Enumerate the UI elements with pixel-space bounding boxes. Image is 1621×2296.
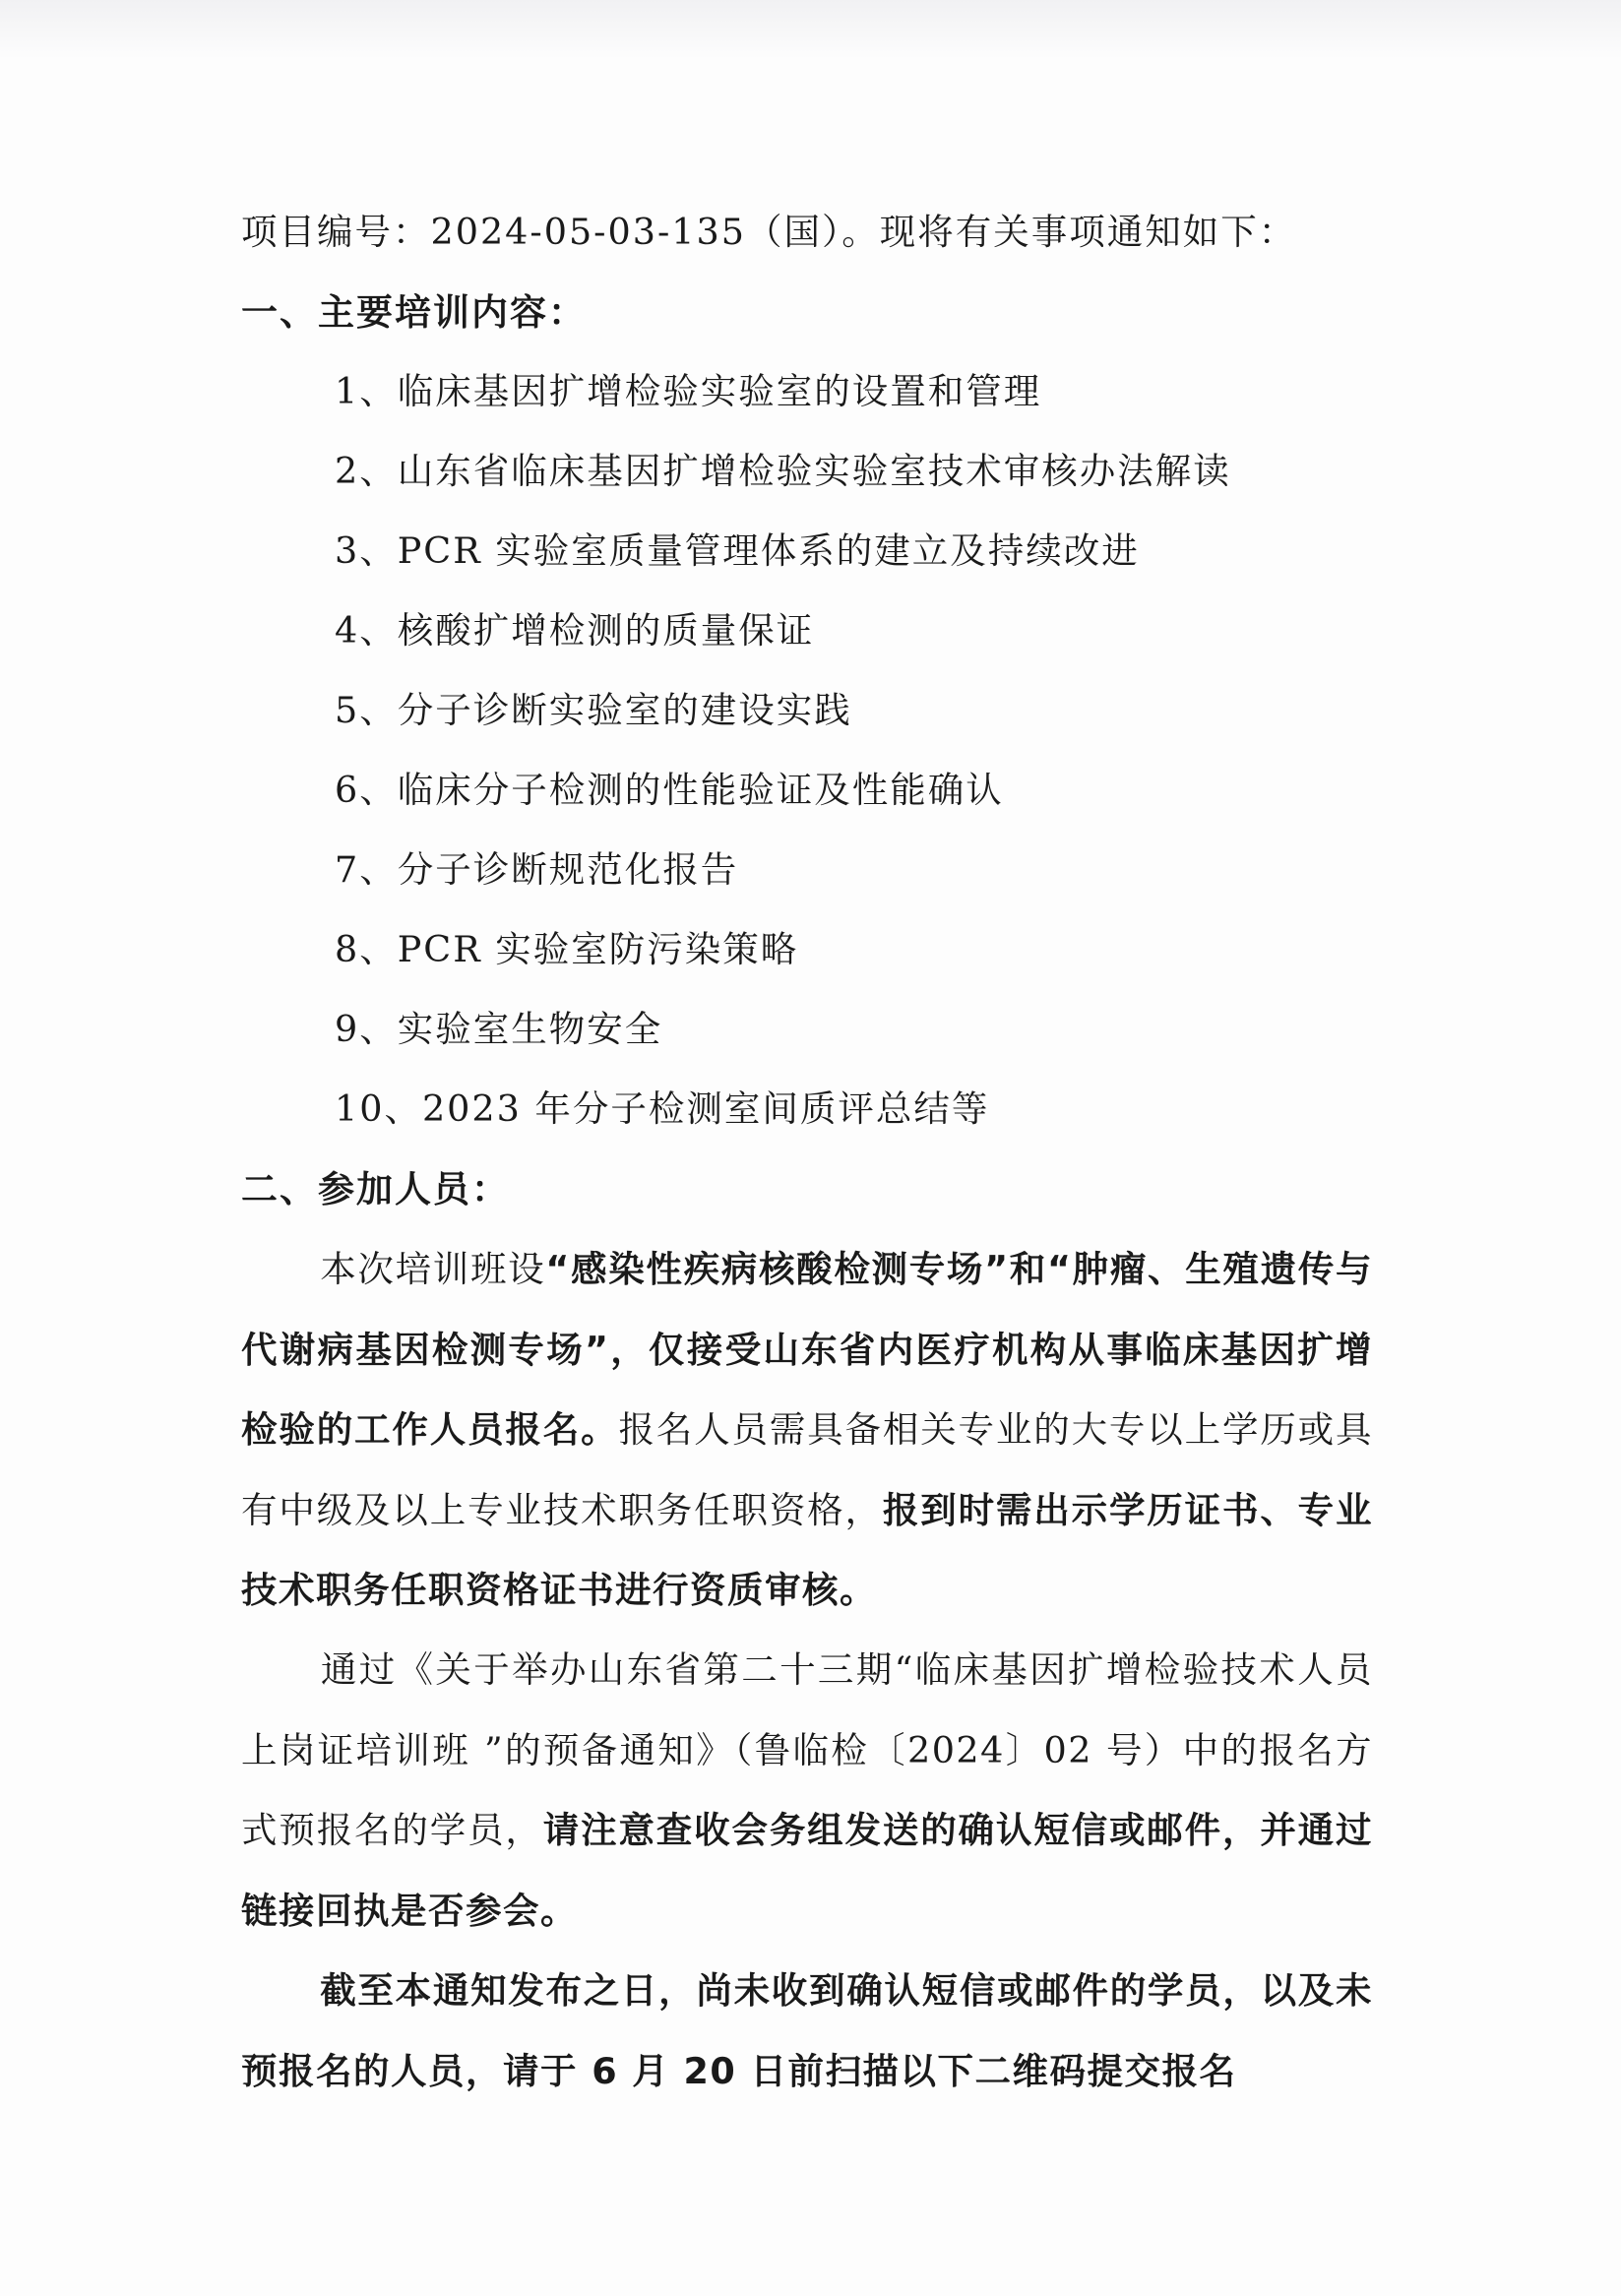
section2-heading: 二、参加人员： [241, 1168, 510, 1210]
pre-registration-paragraph [241, 1630, 1373, 1951]
training-item: 2、山东省临床基因扩增检验实验室技术审核办法解读 [335, 450, 1231, 492]
training-item: 4、核酸扩增检测的质量保证 [335, 609, 815, 652]
training-item: 9、实验室生物安全 [335, 1008, 663, 1050]
para1-bold-2: 报到时需出示学历证书、专业技术职务任职资格证书进行资质审核。 [241, 1488, 1374, 1611]
training-item: 3、PCR 实验室质量管理体系的建立及持续改进 [335, 529, 1140, 572]
section1-heading: 一、主要培训内容： [241, 291, 587, 334]
training-item: 6、临床分子检测的性能验证及性能确认 [335, 769, 1004, 811]
para1-text-2: 报名人员需具备相关专业的大专以上学历或具有中级及以上专业技术职务任职资格， [241, 1408, 1374, 1531]
para1-bold-1: “感染性疾病核酸检测专场”和“肿瘤、生殖遗传与代谢病基因检测专场”，仅接受山东省内医疗机构从事临床基因扩增检验的工作人员报名。 [241, 1248, 1374, 1451]
para2-text-1: 通过《关于举办山东省第二十三期“临床基因扩增检验技术人员上岗证培训班 ”的预备通知》（鲁临检〔2024〕02 号）中的报名方式预报名的学员， [241, 1648, 1373, 1851]
participants-paragraph [241, 1229, 1373, 1631]
para1-text-1: 本次培训班设 [320, 1248, 546, 1290]
training-item: 8、PCR 实验室防污染策略 [335, 928, 799, 970]
training-item: 7、分子诊断规范化报告 [335, 848, 739, 891]
para3-bold-1: 截至本通知发布之日，尚未收到确认短信或邮件的学员，以及未预报名的人员，请于 6 月 20 日前扫描以下二维码提交报名 [241, 1969, 1373, 2092]
training-item: 1、临床基因扩增检验实验室的设置和管理 [335, 370, 1042, 412]
training-item: 5、分子诊断实验室的建设实践 [335, 689, 852, 731]
scan-edge-shadow [0, 0, 1621, 59]
training-item: 10、2023 年分子检测室间质评总结等 [335, 1087, 990, 1130]
para2-bold-1: 请注意查收会务组发送的确认短信或邮件，并通过链接回执是否参会。 [241, 1809, 1374, 1932]
intro-line: 项目编号：2024-05-03-135（国）。现将有关事项通知如下： [241, 211, 1297, 253]
registration-deadline-paragraph [241, 1951, 1373, 2111]
